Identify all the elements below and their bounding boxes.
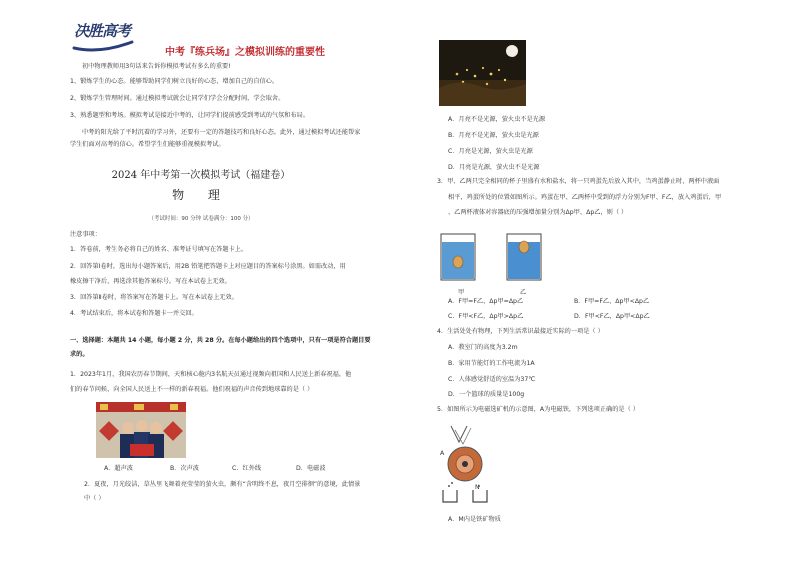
q4-option-b: B．家用节能灯的工作电流为1A xyxy=(448,360,535,367)
q4-option-c: C．人体感觉舒适的室温为37℃ xyxy=(448,376,536,383)
exam-info: （考试时间：90 分钟 试卷满分：100 分） xyxy=(148,216,254,222)
q2-option-c: C．月亮是光源，萤火虫是光源 xyxy=(448,148,533,155)
q3-stem-line3: 、乙两杯液体对容器底的压强增加量分别为Δp甲、Δp乙，则（ ） xyxy=(448,209,628,216)
q2-option-b: B．月亮不是光源，萤火虫是光源 xyxy=(448,132,539,139)
q1-stem-line2: 们的春节问候，向全国人民送上不一样的新春祝福。他们祝福的声音传到地球靠的是（ ） xyxy=(70,386,314,393)
q3-stem-line1: 3．甲、乙两只完全相同的杯子里盛有水和盐水，将一只鸡蛋先后放入其中，当鸡蛋静止时，两杯中液面 xyxy=(437,178,720,185)
q3-option-b: B．F甲=F乙，Δp甲<Δp乙 xyxy=(574,298,650,305)
note-1: 1．答卷前，考生务必将自己的姓名、准考证号填写在答题卡上。 xyxy=(70,246,248,253)
intro-lead: 初中物理教师用3句话来告诉你模拟考试有多么的重要! xyxy=(82,63,231,70)
q1-astronaut-photo xyxy=(96,402,186,458)
q2-option-a: A．月亮不是光源，萤火虫不是光源 xyxy=(448,116,546,123)
q1-option-d: D．电磁波 xyxy=(296,465,326,472)
q4-option-d: D．一个篮球的质量是100g xyxy=(448,391,525,398)
q2-option-d: D．月亮是光源，萤火虫不是光源 xyxy=(448,164,540,171)
intro-point-3: 3、熟悉题型和考场。模拟考试是接近中考的，让同学们提前感受到考试的气氛和布局。 xyxy=(70,112,310,119)
exam-title: 2024 年中考第一次模拟考试（福建卷） xyxy=(111,170,291,181)
intro-para-line1: 中考的阳光给了平时沉着的学习外，还要有一定的答题技巧和良好心态。此外，通过模拟考试还能帮家 xyxy=(82,129,361,136)
q5-option-a: A．M内是铁矿物质 xyxy=(448,516,501,523)
intro-point-2: 2、锻炼学生管理时间。通过模拟考试就会让同学们学会分配时间，学会取舍。 xyxy=(70,95,285,102)
notes-heading: 注意事项： xyxy=(70,231,101,238)
logo-text: 决胜高考 xyxy=(74,22,131,40)
exam-subject: 物 理 xyxy=(172,188,230,202)
promo-title: 中考『练兵场』之模拟训练的重要性 xyxy=(165,47,325,58)
intro-point-1: 1、锻炼学生的心态。能够帮助同学们树立良好的心态，增加自己的自信心。 xyxy=(70,78,279,85)
q3-cups-figure xyxy=(437,228,547,284)
q1-option-b: B．次声波 xyxy=(170,465,199,472)
q4-option-a: A．教室门的高度为3.2m xyxy=(448,344,518,351)
q2-firefly-photo xyxy=(439,40,526,106)
q3-stem-line2: 相平，鸡蛋所处的位置如图所示。鸡蛋在甲、乙两杯中受到的浮力分别为F甲、F乙，放入鸡蛋后，甲 xyxy=(448,194,722,201)
q5-label-a: A xyxy=(440,450,445,457)
note-3: 3．回答第Ⅱ卷时，将答案写在答题卡上。写在本试卷上无效。 xyxy=(70,294,238,301)
q5-separator-figure xyxy=(437,420,497,506)
brand-logo xyxy=(70,18,136,54)
q5-label-n: N xyxy=(475,484,480,491)
q1-option-c: C．红外线 xyxy=(232,465,262,472)
note-4: 4．考试结束后，将本试卷和答题卡一并交回。 xyxy=(70,310,198,317)
q2-stem-line2: 中（ ） xyxy=(84,495,105,502)
q1-option-a: A．超声波 xyxy=(104,465,133,472)
section1-heading: 一、选择题：本题共 14 小题，每小题 2 分，共 28 分。在每小题给出的四个选项中，只有一项是符合题目要 xyxy=(70,337,371,344)
section1-heading-cont: 求的。 xyxy=(70,351,89,358)
q3-label-jia: 甲 xyxy=(458,289,465,296)
note-2-cont: 橡皮擦干净后，再选涂其他答案标号。写在本试卷上无效。 xyxy=(70,278,231,285)
q3-option-c: C．F甲<F乙，Δp甲>Δp乙 xyxy=(448,313,524,320)
q1-stem-line1: 1．2023年1月，我国农历春节期间，天和核心舱内3名航天员通过视频向祖国和人民送上新春祝福，他 xyxy=(70,371,352,378)
q2-stem-line1: 2．夏夜，月光皎洁，草丛里飞舞着亮莹莹的萤火虫，颇有“含明终不息，夜月空徘徊”的意境，此情景 xyxy=(84,481,361,488)
q4-stem: 4．生活处处有物理，下列生活常识最接近实际的一项是（ ） xyxy=(437,328,604,335)
intro-para-line2: 学生们面对高考的信心。希望学生们能够重视模拟考试。 xyxy=(70,141,225,148)
note-2: 2．回答第Ⅰ卷时，选出每小题答案后，用2B 铅笔把答题卡上对应题目的答案标号涂黑。如需改动，用 xyxy=(70,263,346,270)
q3-option-d: D．F甲<F乙，Δp甲<Δp乙 xyxy=(574,313,650,320)
q3-label-yi: 乙 xyxy=(520,289,527,296)
q5-stem: 5．如图所示为电磁选矿机的示意图，A为电磁铁，下列选项正确的是（ ） xyxy=(437,406,639,413)
q3-option-a: A．F甲=F乙，Δp甲=Δp乙 xyxy=(448,298,524,305)
